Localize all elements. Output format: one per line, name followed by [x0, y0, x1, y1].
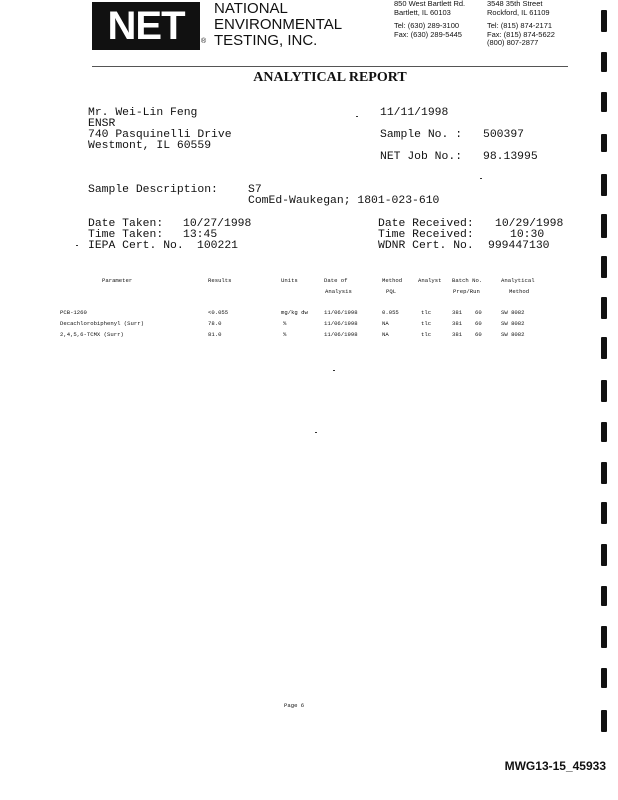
cell-parameter: Decachlorobiphenyl (Surr) — [60, 320, 144, 327]
col-header-date-of: Date of — [324, 277, 348, 284]
edge-mark — [601, 174, 607, 196]
cell-run: 60 — [475, 320, 482, 327]
edge-mark — [601, 586, 607, 606]
report-title: ANALYTICAL REPORT — [253, 70, 407, 85]
sample-description: S7 — [248, 184, 262, 196]
cell-result: 81.0 — [208, 331, 222, 338]
job-no-label: NET Job No.: — [380, 151, 463, 163]
col-header-analytical: Analytical — [501, 277, 535, 284]
sample-no: 500397 — [483, 129, 525, 141]
job-no: 98.13995 — [483, 151, 538, 163]
header-divider — [92, 66, 568, 67]
cell-method: SW 8082 — [501, 331, 525, 338]
scan-speck — [480, 178, 482, 179]
cell-pql: NA — [382, 331, 389, 338]
scan-speck — [333, 370, 335, 371]
page-number: Page 6 — [284, 702, 305, 709]
office-bartlett-address2: Bartlett, IL 60103 — [394, 7, 451, 17]
edge-mark — [601, 256, 607, 278]
cell-batch: 381 — [452, 309, 463, 316]
office-rockford-phone: (800) 807-2877 — [487, 38, 539, 48]
registered-mark: ® — [201, 38, 207, 45]
iepa-no: 100221 — [197, 240, 239, 252]
time-taken-label: Time Taken: — [88, 229, 164, 241]
edge-mark — [601, 502, 607, 524]
cell-parameter: PCB-1260 — [60, 309, 87, 316]
edge-mark — [601, 10, 607, 32]
cell-batch: 381 — [452, 320, 463, 327]
time-received: 10:30 — [510, 229, 545, 241]
report-date: 11/11/1998 — [380, 107, 449, 119]
office-rockford-address1: 3548 35th Street — [487, 0, 543, 8]
edge-mark — [601, 422, 607, 442]
time-received-label: Time Received: — [378, 229, 474, 241]
col-header-results: Results — [208, 277, 232, 284]
col-header-batch-no: Batch No. — [452, 277, 483, 284]
date-received-label: Date Received: — [378, 218, 474, 230]
company-name — [214, 1, 342, 49]
wdnr-no: 999447130 — [488, 240, 550, 252]
net-logo: NET — [92, 2, 200, 50]
scan-speck — [76, 245, 78, 246]
client-address — [88, 108, 232, 152]
cell-units: % — [283, 320, 287, 327]
date-taken: 10/27/1998 — [183, 218, 252, 230]
company-line-3: TESTING, INC. — [214, 32, 318, 49]
cell-result: 78.0 — [208, 320, 222, 327]
edge-mark — [601, 462, 607, 484]
edge-mark — [601, 92, 607, 112]
cell-date: 11/06/1998 — [324, 331, 358, 338]
edge-mark — [601, 626, 607, 648]
cell-units: mg/kg dw — [281, 309, 308, 316]
cell-run: 60 — [475, 309, 482, 316]
cell-method: SW 8082 — [501, 309, 525, 316]
edge-mark — [601, 337, 607, 359]
col-header-prep-run: Prep/Run — [453, 288, 480, 295]
scan-speck — [315, 432, 317, 433]
company-line-2: ENVIRONMENTAL — [214, 16, 343, 33]
edge-mark — [601, 214, 607, 238]
scan-speck — [356, 116, 358, 117]
company-line-1: NATIONAL — [214, 0, 288, 17]
cell-date: 11/06/1998 — [324, 320, 358, 327]
cell-analyst: tlc — [421, 320, 432, 327]
edge-mark — [601, 544, 607, 566]
col-header-units: Units — [281, 277, 298, 284]
client-company: ENSR — [88, 118, 116, 130]
office-rockford-address2: Rockford, IL 61109 — [487, 7, 550, 17]
document-id: MWG13-15_45933 — [504, 759, 606, 773]
col-header-analysis: Analysis — [325, 288, 352, 295]
iepa-label: IEPA Cert. No. — [88, 240, 184, 252]
cell-analyst: tlc — [421, 309, 432, 316]
client-name: Mr. Wei-Lin Feng — [88, 107, 198, 119]
edge-mark — [601, 710, 607, 732]
client-city: Westmont, IL 60559 — [88, 140, 212, 152]
office-bartlett-address1: 850 West Bartlett Rd. — [394, 0, 466, 8]
cell-parameter: 2,4,5,6-TCMX (Surr) — [60, 331, 124, 338]
cell-method: SW 8082 — [501, 320, 525, 327]
edge-mark — [601, 297, 607, 319]
edge-mark — [601, 134, 607, 152]
office-bartlett — [394, 0, 465, 39]
col-header-parameter: Parameter — [102, 277, 133, 284]
sample-location: ComEd-Waukegan; 1801-023-610 — [248, 195, 440, 207]
cell-analyst: tlc — [421, 331, 432, 338]
col-header-method: Method — [382, 277, 403, 284]
cell-pql: NA — [382, 320, 389, 327]
cell-batch: 381 — [452, 331, 463, 338]
cell-result: <0.055 — [208, 309, 229, 316]
col-header-pql: PQL — [386, 288, 397, 295]
office-rockford — [487, 0, 555, 48]
cell-date: 11/06/1998 — [324, 309, 358, 316]
sample-description-label: Sample Description: — [88, 184, 218, 196]
office-bartlett-fax: Fax: (630) 289-5445 — [394, 29, 462, 39]
col-header-analyst: Analyst — [418, 277, 442, 284]
cell-run: 60 — [475, 331, 482, 338]
edge-mark — [601, 380, 607, 402]
time-taken: 13:45 — [183, 229, 218, 241]
edge-mark — [601, 668, 607, 688]
sample-no-label: Sample No. : — [380, 129, 463, 141]
wdnr-label: WDNR Cert. No. — [378, 240, 474, 252]
office-bartlett-tel: Tel: (630) 289-3100 — [394, 21, 460, 31]
office-rockford-fax: Fax: (815) 874-5622 — [487, 29, 555, 39]
date-taken-label: Date Taken: — [88, 218, 164, 230]
col-header-method2: Method — [509, 288, 530, 295]
date-received: 10/29/1998 — [495, 218, 564, 230]
cell-pql: 0.055 — [382, 309, 399, 316]
office-rockford-tel: Tel: (815) 874-2171 — [487, 21, 553, 31]
edge-mark — [601, 52, 607, 72]
cell-units: % — [283, 331, 287, 338]
client-street: 740 Pasquinelli Drive — [88, 129, 232, 141]
